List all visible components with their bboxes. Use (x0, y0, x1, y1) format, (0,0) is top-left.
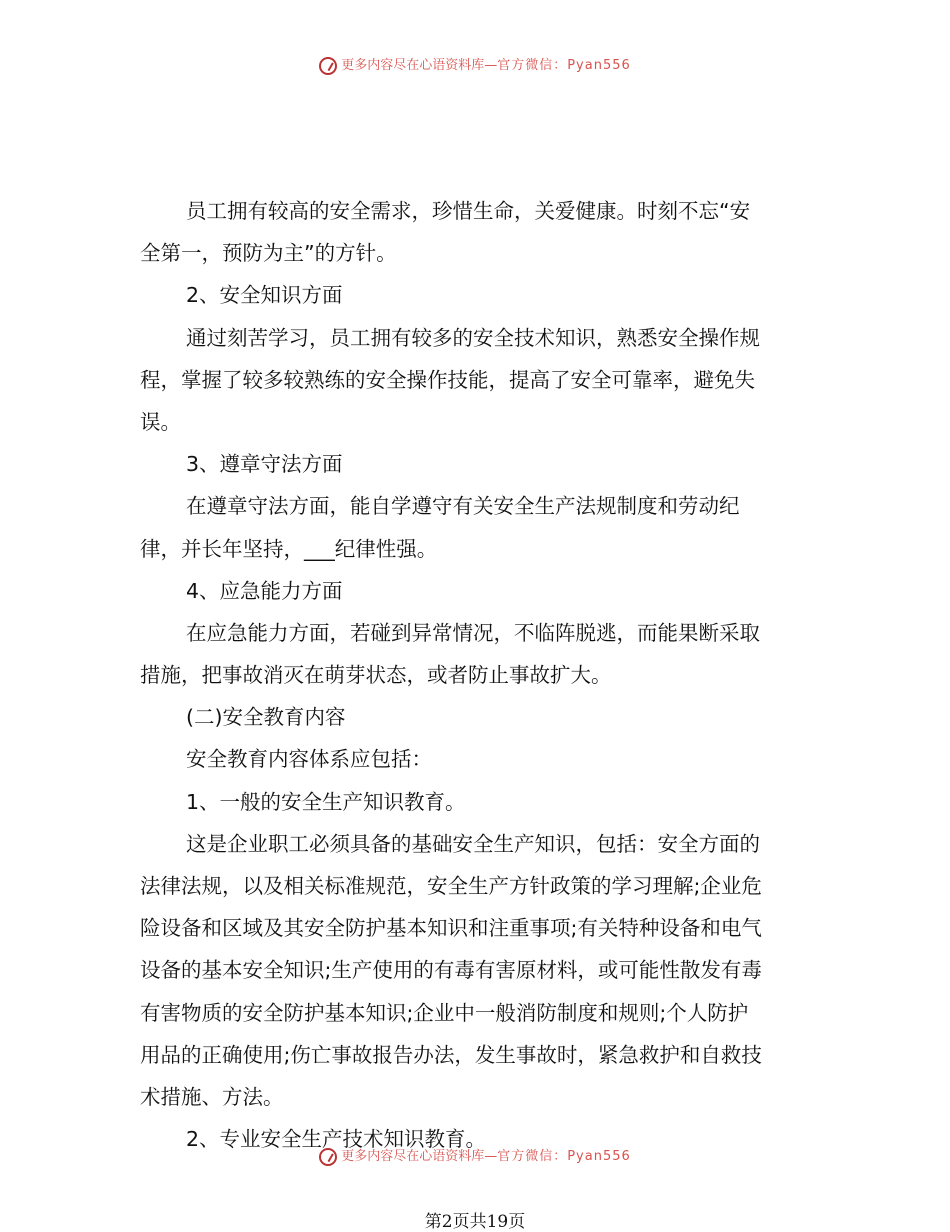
text-line: 安全教育内容体系应包括： (186, 747, 432, 772)
watermark-header (0, 55, 950, 77)
text-line: 2、安全知识方面 (186, 283, 343, 308)
text-line: 有害物质的安全防护基本知识;企业中一般消防制度和规则;个人防护 (140, 1000, 749, 1025)
text-line: 措施，把事故消灭在萌芽状态，或者防止事故扩大。 (140, 663, 612, 688)
text-line: 用品的正确使用;伤亡事故报告办法，发生事故时，紧急救护和自救技 (140, 1042, 762, 1067)
logo-icon (319, 57, 337, 75)
text-line: 2、专业安全生产技术知识教育。 (186, 1127, 487, 1152)
text-line: 设备的基本安全知识;生产使用的有毒有害原材料，或可能性散发有毒 (140, 958, 762, 983)
text-line: 误。 (140, 409, 181, 434)
watermark-separator: — (484, 58, 498, 73)
text-line: 在遵章守法方面，能自学遵守有关安全生产法规制度和劳动纪 (186, 494, 740, 519)
watermark-separator: — (484, 1149, 498, 1164)
watermark-wechat: 官方微信：Pyan556 (497, 58, 631, 73)
text-line: (二)安全教育内容 (186, 705, 346, 730)
text-line: 律，并长年坚持，___纪律性强。 (140, 536, 438, 561)
watermark-footer (0, 1146, 950, 1168)
text-line: 1、一般的安全生产知识教育。 (186, 789, 466, 814)
text-line: 3、遵章守法方面 (186, 452, 343, 477)
text-line: 术措施、方法。 (140, 1084, 284, 1109)
watermark-wechat: 官方微信：Pyan556 (497, 1149, 631, 1164)
watermark-site: 更多内容尽在心语资料库 (341, 1149, 485, 1164)
watermark-site: 更多内容尽在心语资料库 (341, 58, 485, 73)
text-line: 在应急能力方面，若碰到异常情况，不临阵脱逃，而能果断采取 (186, 620, 760, 645)
text-line: 这是企业职工必须具备的基础安全生产知识，包括：安全方面的 (186, 831, 760, 856)
document-body (140, 190, 820, 1160)
text-line: 险设备和区域及其安全防护基本知识和注重事项;有关特种设备和电气 (140, 916, 762, 941)
text-line: 员工拥有较高的安全需求，珍惜生命，关爱健康。时刻不忘“安 (186, 199, 751, 223)
text-line: 程，掌握了较多较熟练的安全操作技能，提高了安全可靠率，避免失 (140, 367, 755, 392)
text-line: 通过刻苦学习，员工拥有较多的安全技术知识，熟悉安全操作规 (186, 325, 760, 350)
text-line: 全第一，预防为主”的方针。 (140, 241, 397, 266)
page-number: 第2页共19页 (424, 1212, 526, 1232)
logo-icon (319, 1148, 337, 1166)
text-line: 法律法规，以及相关标准规范，安全生产方针政策的学习理解;企业危 (140, 874, 762, 898)
text-line: 4、应急能力方面 (186, 578, 343, 603)
